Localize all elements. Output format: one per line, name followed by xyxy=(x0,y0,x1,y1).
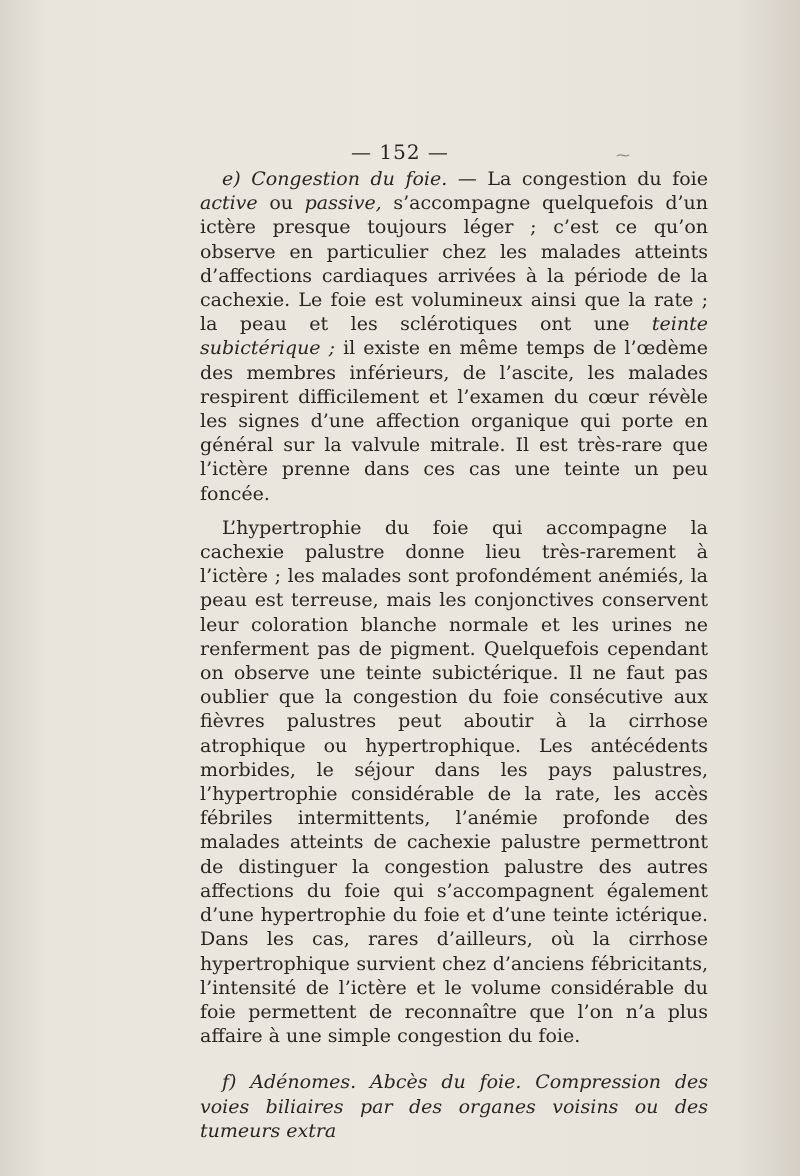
section-gap xyxy=(200,1048,708,1070)
section-e-title: Congestion du foie. xyxy=(251,168,448,190)
page-number: — 152 — xyxy=(351,140,449,164)
section-f-label: f) xyxy=(222,1071,237,1094)
section-e-active: active xyxy=(200,192,258,215)
section-e-paragraph xyxy=(200,167,708,506)
page-text xyxy=(200,167,708,1143)
paragraph-gap xyxy=(200,506,708,516)
section-e-or: ou xyxy=(257,192,305,215)
section-e-body-1: s’accompagne quelquefois d’un ictère presque toujours léger ; c’est ce qu’on observe en particulier chez les malades atteints d’affections cardiaques arrivées à la période de la cachexie. Le foie est volumineux ainsi que la rate ; la peau et les sclérotiques ont une xyxy=(200,192,708,336)
section-e-passive: passive, xyxy=(304,192,382,215)
section-e-intro: — La congestion du foie xyxy=(447,168,708,190)
section-e-body-2: il existe en même temps de l’œdème des membres inférieurs, de l’ascite, les malades respirent difficilement et l’examen du cœur révèle les signes d’une affection organique qui porte en général sur la valvule mitrale. Il est très-rare que l’ictère prenne dans ces cas une teinte un peu foncée. xyxy=(200,337,708,505)
margin-mark: ⁓ xyxy=(616,148,630,164)
section-e-label: e) xyxy=(222,168,241,190)
section-f-title: Adénomes. Abcès du foie. Compression des voies biliaires par des organes voisins ou des tumeurs extra xyxy=(200,1071,708,1142)
hypertrophy-paragraph: L’hypertrophie du foie qui accompagne la cachexie palustre donne lieu très-rarement à l’ictère ; les malades sont profondément anémiés, la peau est terreuse, mais les conjonctives conservent leur coloration blanche normale et les urines ne renferment pas de pigment. Quelquefois cependant on observe une teinte subictérique. Il ne faut pas oublier que la congestion du foie consécutive aux fièvres palustres peut aboutir à la cirrhose atrophique ou hypertrophique. Les antécédents morbides, le séjour dans les pays palustres, l’hypertrophie considérable de la rate, les accès fébriles intermittents, l’anémie profonde des malades atteints de cachexie palustre permettront de distinguer la congestion palustre des autres affections du foie qui s’accompagnent également d’une hypertrophie du foie et d’une teinte ictérique. Dans les cas, rares d’ailleurs, où la cirrhose hypertrophique survient chez d’anciens fébricitants, l’intensité de l’ictère et le volume considérable du foie permettent de reconnaître que l’on n’a plus affaire à une simple congestion du foie. xyxy=(200,516,708,1048)
section-e-teinte: teinte subictérique ; xyxy=(200,313,708,360)
section-f-heading xyxy=(200,1070,708,1143)
